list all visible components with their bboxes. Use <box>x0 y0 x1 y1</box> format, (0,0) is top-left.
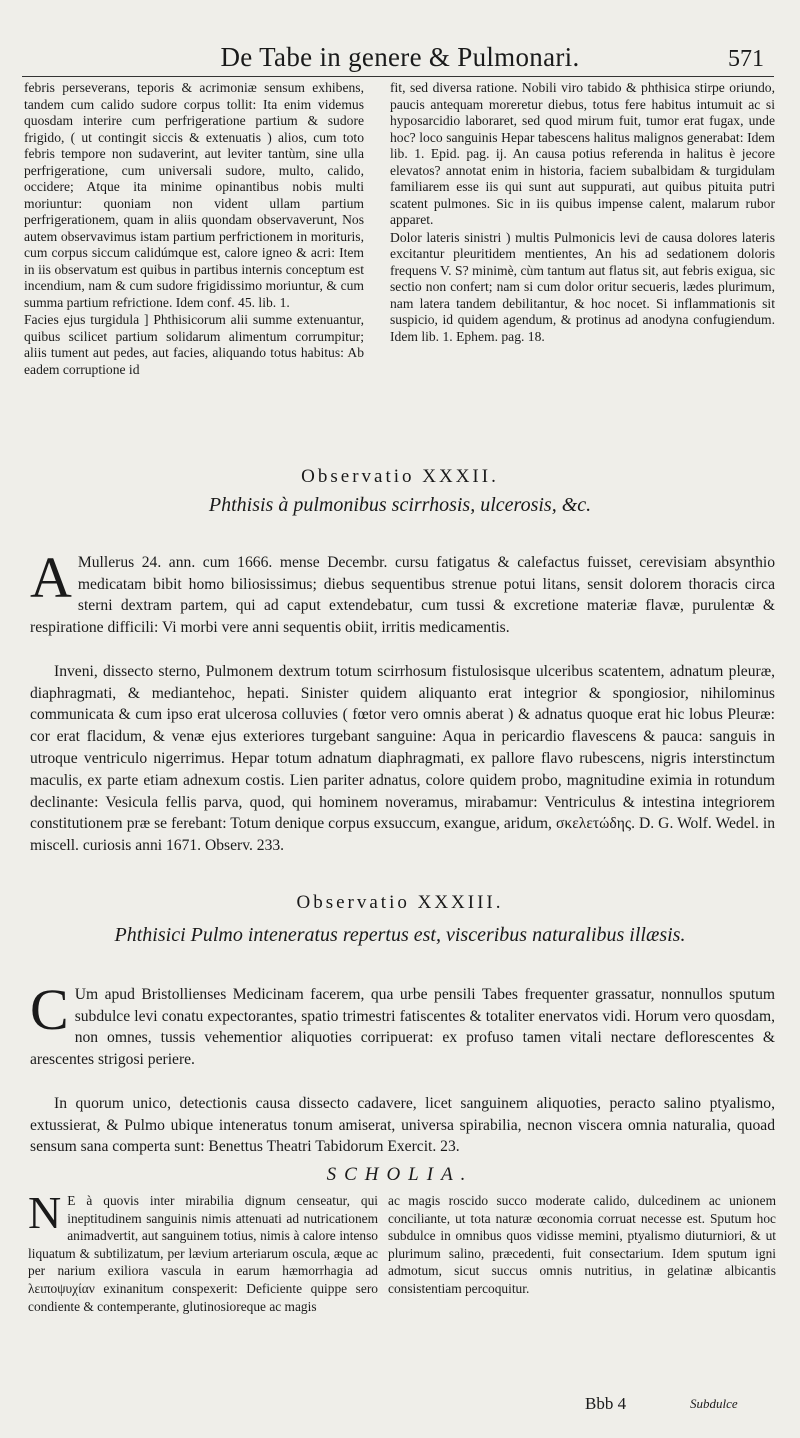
left-paragraph: febris perseverans, teporis & acrimoniæ sensum exhibens, tandem cum calido sudore corpus tollit: Ita enim videmus quosdam interire cum perfrigeratione partium & sudore frigido, ( ut contingit siccis & extenuatis ) alios, cum toto febris tempore non sudaverint, aut leviter tantùm, sine ulla perfrigeratione, cum universali sudore, multo, calido, occidere; Atque ita minime opinantibus nobis multi moriuntur: quoniam non vident ullam partium perfrigerationem, quam in aliis quondam observaverunt, Nos autem observavimus istam partium perfrictionem in morituris, cum corpus siccum calidúmque est, calore igneo & acri: Item in iis observatum est quibus in partibus internis conceptum est incendium, nam & cum sudore frigidissimo moriuntur, & cum summa partium refrictione. Idem conf. 45. lib. 1. <box>24 80 364 310</box>
observation-32-paragraph: Inveni, dissecto sterno, Pulmonem dextrum totum scirrhosum fistulosisque ulceribus scatentem, adnatum pleuræ, diaphragmati, & mediantehoc, hepati. Sinister quidem aliquanto erat integrior & spongiosior, nihilominus communicata & cum ipso erat ulcerosa colluvies ( fœtor vero omnis aberat ) & adnatus quoque erat hic lobus Pleuræ: cor erat flacidum, & venæ ejus exteriores turgebant sanguine: Aqua in pericardio flavescens & pauca: sanguis in utroque ventriculo nigerrimus. Hepar totum adnatum diaphragmati, ex pallore flavo rubescens, nigris interstinctum maculis, ex parte etiam adnexum costis. Lien pariter adnatus, colore quidem probo, magnitudine eximia in rotundum declinante: Vesicula fellis parva, quod, qui hominem noveramus, mirabamur: Ventriculus & intestina integriorem constitutionem præ se ferebant: Totum denique corpus exsuccum, exangue, aridum, σκελετώδης. D. G. Wolf. Wedel. in miscell. curiosis anni 1671. Observ. 233. <box>30 662 775 855</box>
drop-cap: C <box>30 976 69 1042</box>
scholia-title: SCHOLIA. <box>326 1164 474 1185</box>
header-rule <box>22 76 774 77</box>
observation-32-subtitle: Phthisis à pulmonibus scirrhosis, ulcerosis, &c. <box>208 494 592 516</box>
right-paragraph: fit, sed diversa ratione. Nobili viro tabido & phthisica stirpe oriundo, paucis antequam moreretur diebus, totus fere habitus intumuit ac si hyposarcidio laboraret, sed quod mirum fuit, tumor erat fugax, unde hoc? loco sanguinis Hepar tabescens halitus malignos generabat: Idem lib. 1. Epid. pag. ij. An causa potius referenda in halitus è jecore elevatos? annotat enim in historia, faciem subalbidam & turgidulam familiarem esse iis qui sunt aut suppurati, aut quibus pituita putri scatent pulmones. Sic in iis quibus impense calent, malarum rubor apparet. <box>390 80 775 227</box>
observation-33-subtitle: Phthisici Pulmo inteneratus repertus est, visceribus naturalibus illæsis. <box>114 924 686 946</box>
observation-33-paragraph: In quorum unico, detectionis causa dissecto cadavere, licet sanguinem aliquoties, peracto salino ptyalismo, extussierat, & Pulmo ubique inteneratus tonum amiserat, universa spirabilia, necnon viscera omnia naturalia, quoad sensum sana comperta sunt: Benettus Theatri Tabidorum Exercit. 23. <box>30 1094 775 1156</box>
signature-mark: Bbb 4 <box>585 1394 627 1413</box>
catchword: Subdulce <box>690 1396 738 1411</box>
left-column <box>24 80 364 379</box>
page-number: 571 <box>728 46 764 72</box>
right-column <box>390 80 775 346</box>
observation-32-paragraph: A Mullerus 24. ann. cum 1666. mense Decembr. cursu fatigatus & calefactus fuisset, cerevisiam absynthio medicatam bibit homo biliosissimus; diebus sequentibus strenue potui litans, sensit dolorem thoracis circa sterni dextram partem, qui ad caput extendebatur, cum tussi & excretione materiæ flavæ, purulentæ & respiratione difficili: Vi morbi vere anni sequentis obiit, irritis medicamentis. <box>30 544 775 637</box>
scholia-right-column: ac magis roscido succo moderate calido, dulcedinem ac unionem conciliante, ut tota naturæ œconomia corruat necesse est. Sputum hoc subdulce in omnibus quos vidisse memini, ptyalismo diuturniori, & ut plurimum salino, præcedenti, fuit consectarium. Idem sputum igni admotum, sicut succus omnis nutritius, in gelatinæ albicantis consistentiam percoquitur. <box>388 1193 776 1296</box>
observation-32-title: Observatio XXXII. <box>301 466 499 487</box>
drop-cap: N <box>28 1187 62 1238</box>
observation-32-body <box>30 530 775 879</box>
scholia-left-column: N E à quovis inter mirabilia dignum censeatur, qui ineptitudinem sanguinis nimis attenuati ad nutricationem animadvertit, aut sanguinem totius, nimis à calore intenso liquatum & subtilizatum, per lævium arteriarum oscula, æque ac per narium exiliora vascula in earum hæmorrhagia ad λειποψυχίαν exinanitum conspexerit: Deficiente quippe sero condiente & contemperante, glutinosioreque ac magis <box>28 1187 378 1314</box>
drop-cap: A <box>30 544 72 610</box>
right-paragraph: Dolor lateris sinistri ) multis Pulmonicis levi de causa dolores lateris excitantur pleuritidem mentientes, An his ad sedationem doloris frequens V. S? minimè, cùm tantum aut flatus sit, aut febris exigua, sic sectio non confert; nam si cum dolor oritur secueris, lædes plurimum, nam latera tandem debilitantur, & hoc nocet. Si inflammationis sit suspicio, id quidem agendum, & protinus ad anodyna confugiendum. Idem lib. 1. Ephem. pag. 18. <box>390 229 775 344</box>
running-head: De Tabe in genere & Pulmonari. <box>220 42 580 72</box>
left-paragraph: Facies ejus turgidula ] Phthisicorum alii summe extenuantur, quibus scilicet partium solidarum alimentum corrumpitur; aliis tument aut pedes, aut facies, aliquando totus habitus: Ab eadem corruptione id <box>24 312 364 377</box>
observation-33-title: Observatio XXXIII. <box>296 892 504 913</box>
observation-33-paragraph: C Um apud Bristollienses Medicinam facerem, qua urbe pensili Tabes frequenter grassatur, nonnullos sputum subdulce levi conatu expectorantes, spatio trimestri fatiscentes & totaliter enervatos vidi. Horum vero quosdam, non omnes, tussis vehementior aliquoties corripuerat: ex profuso tamen vitali nectare deflorescentes & arescentes strigosi periere. <box>30 976 775 1069</box>
observation-33-body <box>30 962 775 1180</box>
